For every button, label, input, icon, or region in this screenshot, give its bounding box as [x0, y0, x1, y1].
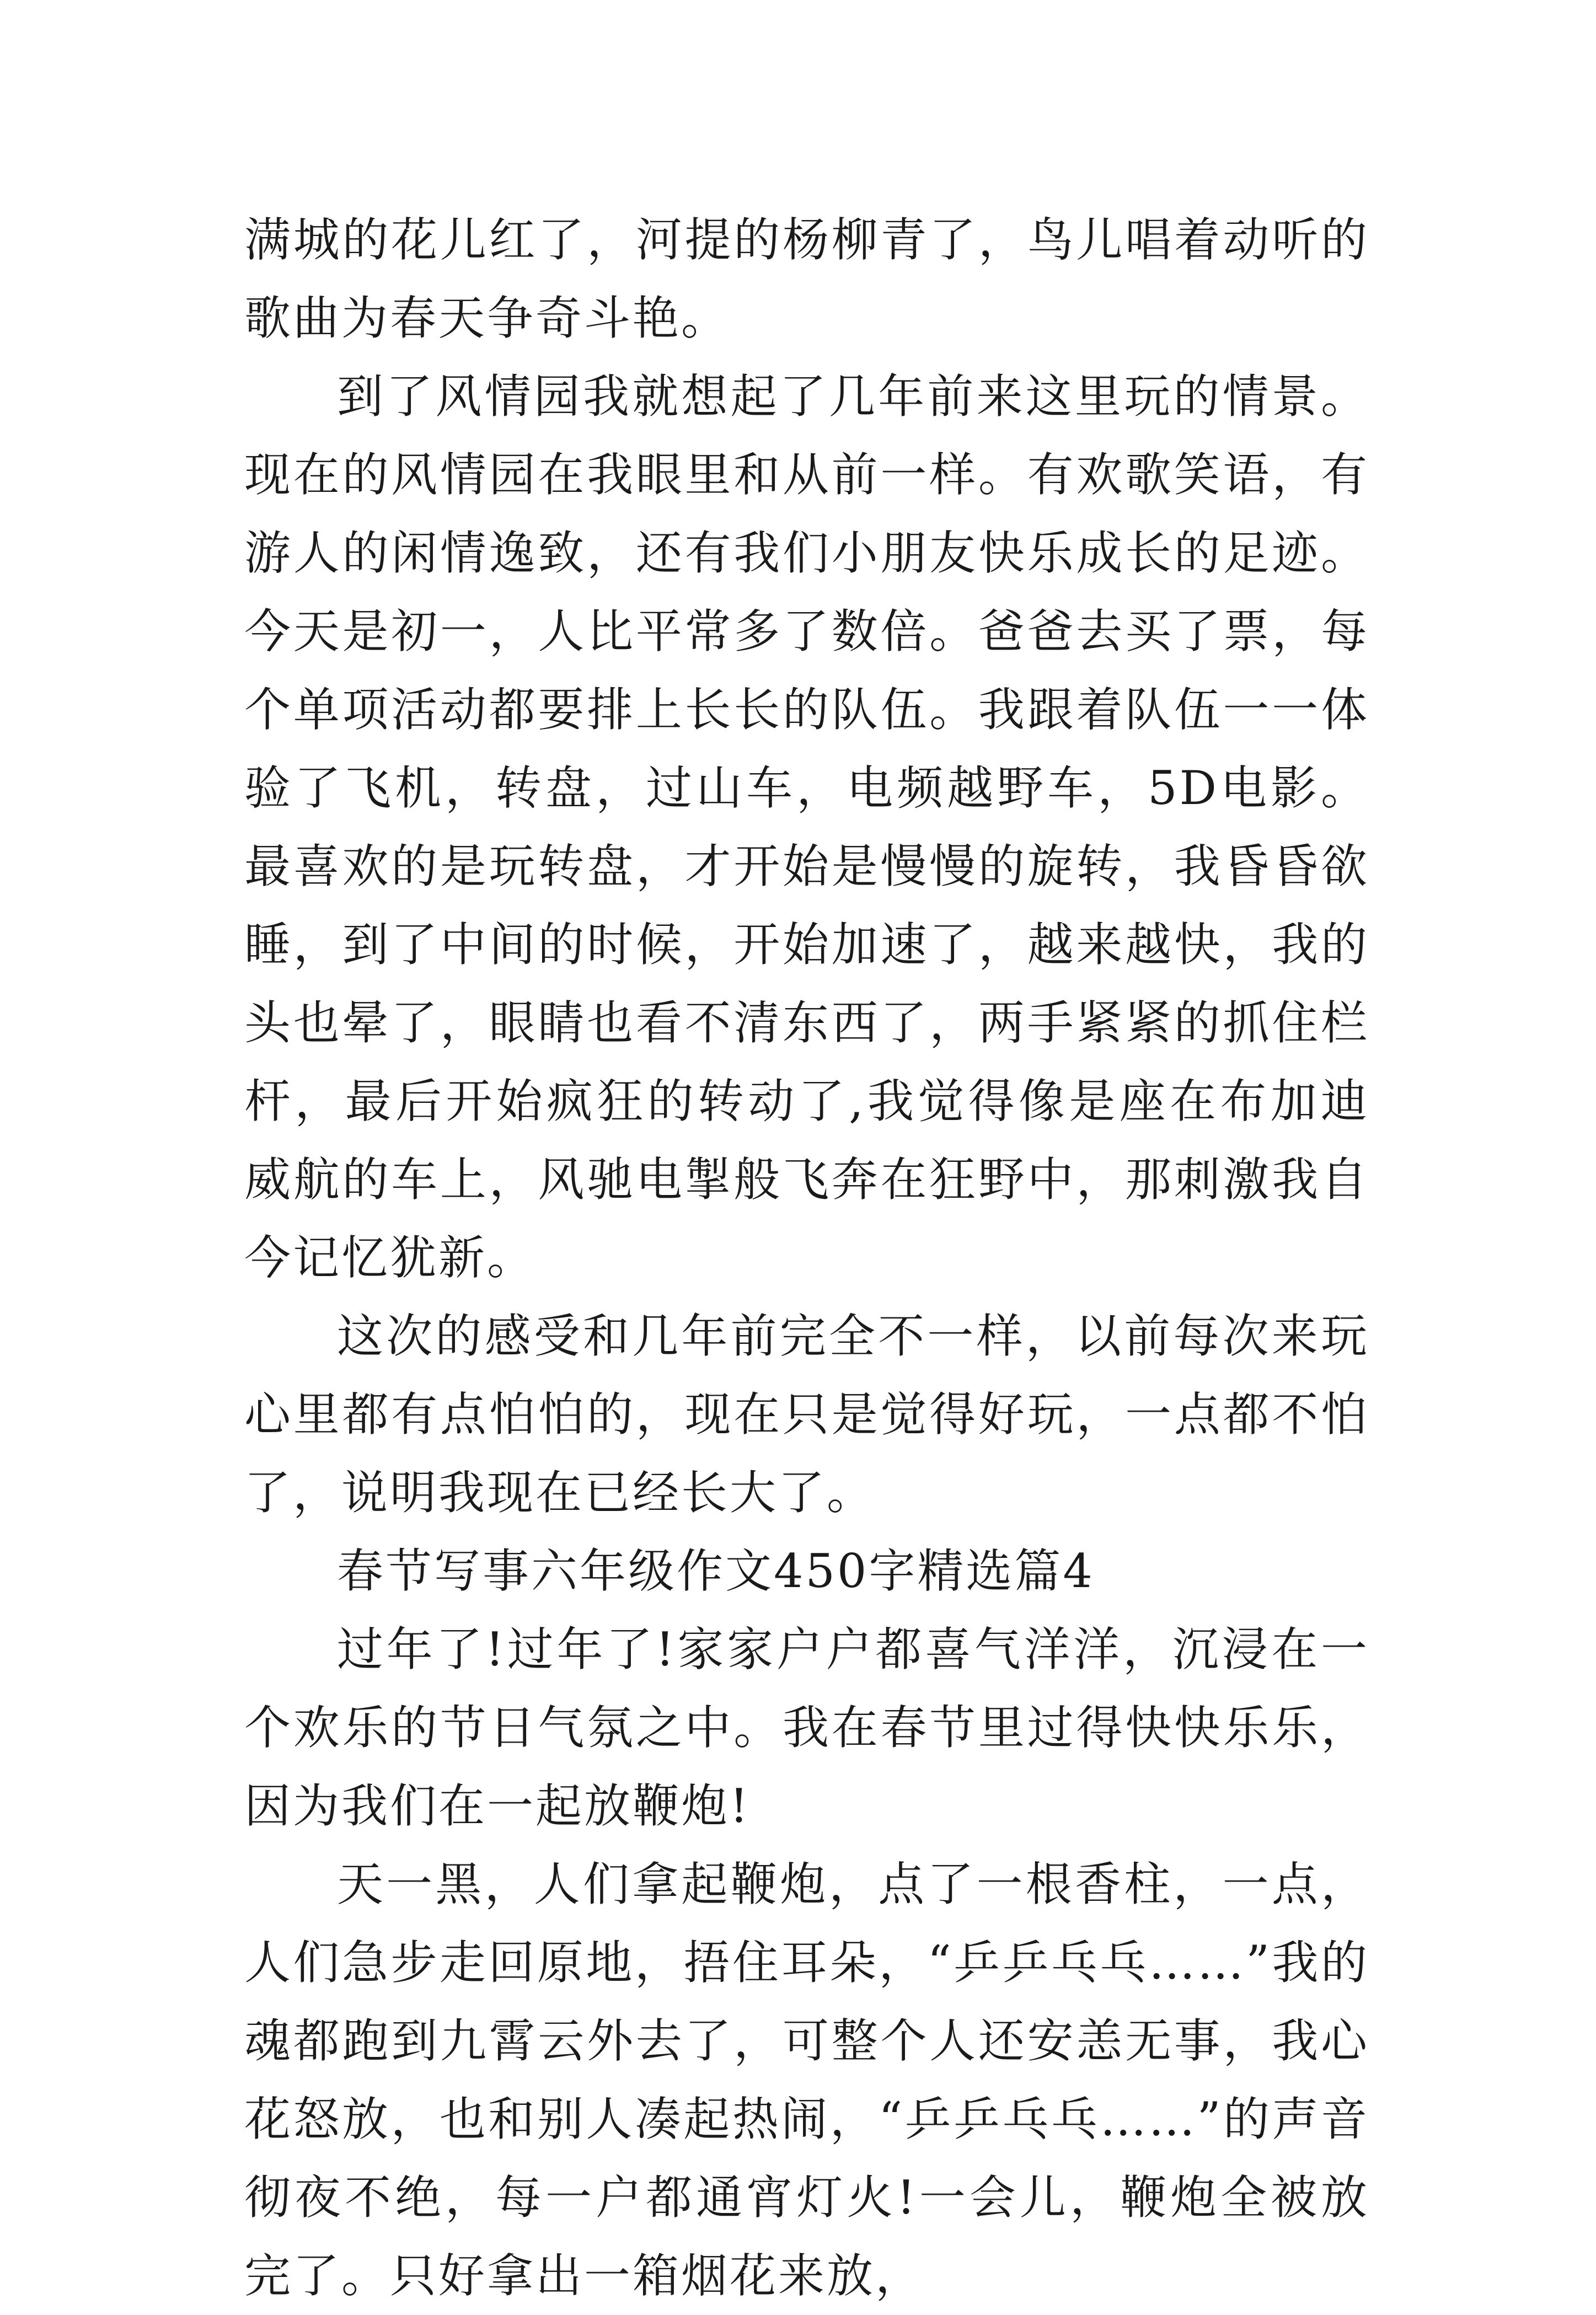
- paragraph-fengqing-park: 到了风情园我就想起了几年前来这里玩的情景。现在的风情园在我眼里和从前一样。有欢歌笑语，有游人的闲情逸致，还有我们小朋友快乐成长的足迹。今天是初一，人比平常多了数倍。爸爸去买了票，每个单项活动都要排上长长的队伍。我跟着队伍一一体验了飞机，转盘，过山车，电频越野车，5D电影。最喜欢的是玩转盘，才开始是慢慢的旋转，我昏昏欲睡，到了中间的时候，开始加速了，越来越快，我的头也晕了，眼睛也看不清东西了，两手紧紧的抓住栏杆，最后开始疯狂的转动了,我觉得像是座在布加迪威航的车上，风驰电掣般飞奔在狂野中，那刺激我自今记忆犹新。: [244, 369, 1369, 1285]
- paragraph-spring-scene: 满城的花儿红了，河提的杨柳青了，鸟儿唱着动听的歌曲为春天争奇斗艳。: [244, 213, 1369, 345]
- document-body: [244, 201, 1369, 2315]
- paragraph-feeling-grown-up: 这次的感受和几年前完全不一样，以前每次来玩心里都有点怕怕的，现在只是觉得好玩，一点都不怕了，说明我现在已经长大了。: [244, 1309, 1369, 1520]
- paragraph-firecrackers: 天一黑，人们拿起鞭炮，点了一根香柱，一点，人们急步走回原地，捂住耳朵，“乒乒乓乓……”我的魂都跑到九霄云外去了，可整个人还安恙无事，我心花怒放，也和别人凑起热闹，“乒乒乓乓……”的声音彻夜不绝，每一户都通宵灯火!一会儿，鞭炮全被放完了。只好拿出一箱烟花来放，: [244, 1857, 1369, 2303]
- paragraph-new-year-joy: 过年了!过年了!家家户户都喜气洋洋，沉浸在一个欢乐的节日气氛之中。我在春节里过得快快乐乐，因为我们在一起放鞭炮!: [244, 1622, 1369, 1833]
- essay-heading: 春节写事六年级作文450字精选篇4: [337, 1544, 1095, 1598]
